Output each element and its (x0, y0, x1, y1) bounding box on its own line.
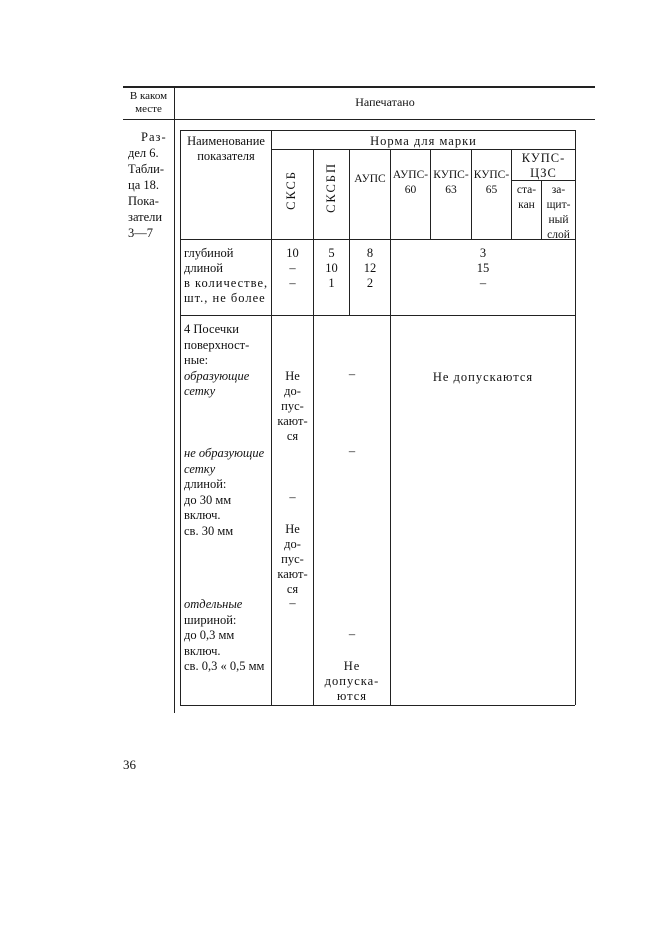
group2-mid-dash-1: – (348, 367, 356, 381)
group2-names: 4 Посечки поверхност- ные: образующие сетку (184, 322, 250, 398)
group1-rest-values: 3 15 – (476, 246, 490, 290)
brand-kupszs: КУПС- ЦЗС (521, 151, 566, 180)
brand-aups60: АУПС- 60 (392, 169, 429, 196)
group2-sksb-ne-dopusk-1: Не до- пус- кают- ся (277, 369, 308, 443)
header-col2-label: Напечатано (355, 95, 415, 109)
brand-kups63: КУПС- 63 (433, 169, 469, 196)
brand-kups65: КУПС- 65 (473, 169, 510, 196)
location-reference: Раз- дел 6. Табли- ца 18. Пока- затели 3—7 (128, 130, 167, 240)
brand-sksb: СКСБ (284, 170, 298, 210)
column-divider (174, 87, 175, 713)
group2-names-otdelnye: отдельные шириной: до 0,3 мм включ. св. 0,3 « 0,5 мм (184, 597, 265, 673)
group2-names-ne-obraz: не образующие сетку длиной: до 30 мм включ. св. 30 мм (184, 446, 265, 538)
brand-stakan: ста- кан (516, 184, 537, 211)
brand-zashchitny-sloy: за- щит- ный слой (546, 184, 571, 241)
group1-names: глубиной длиной в количестве, шт., не более (184, 246, 269, 305)
group2-sksb-ne-dopusk-2: Не до- пус- кают- ся (277, 522, 308, 596)
group2-mid-ne-dopusk: Не допуска- ются (324, 659, 380, 703)
group1-aups-values: 8 12 2 (363, 246, 377, 290)
norm-header: Норма для марки (370, 134, 477, 148)
group2-rest-ne-dopusk: Не допускаются (432, 370, 534, 384)
group1-sksb-values: 10 – – (286, 246, 299, 290)
group2-mid-dash-2: – (348, 444, 356, 458)
header-rule (123, 119, 595, 120)
brand-sksbp: СКСБП (324, 162, 338, 213)
group1-sksbp-values: 5 10 1 (325, 246, 338, 290)
group2-sksb-dash-1: – (289, 490, 296, 504)
col-name-header: Наименование показателя (187, 134, 265, 163)
group2-mid-dash-3: – (348, 627, 356, 641)
header-col1-label: В каком месте (129, 90, 168, 115)
page-number: 36 (123, 757, 136, 772)
top-rule (123, 86, 595, 88)
group2-sksb-dash-2: – (289, 596, 296, 610)
brand-aups: АУПС (354, 173, 386, 185)
